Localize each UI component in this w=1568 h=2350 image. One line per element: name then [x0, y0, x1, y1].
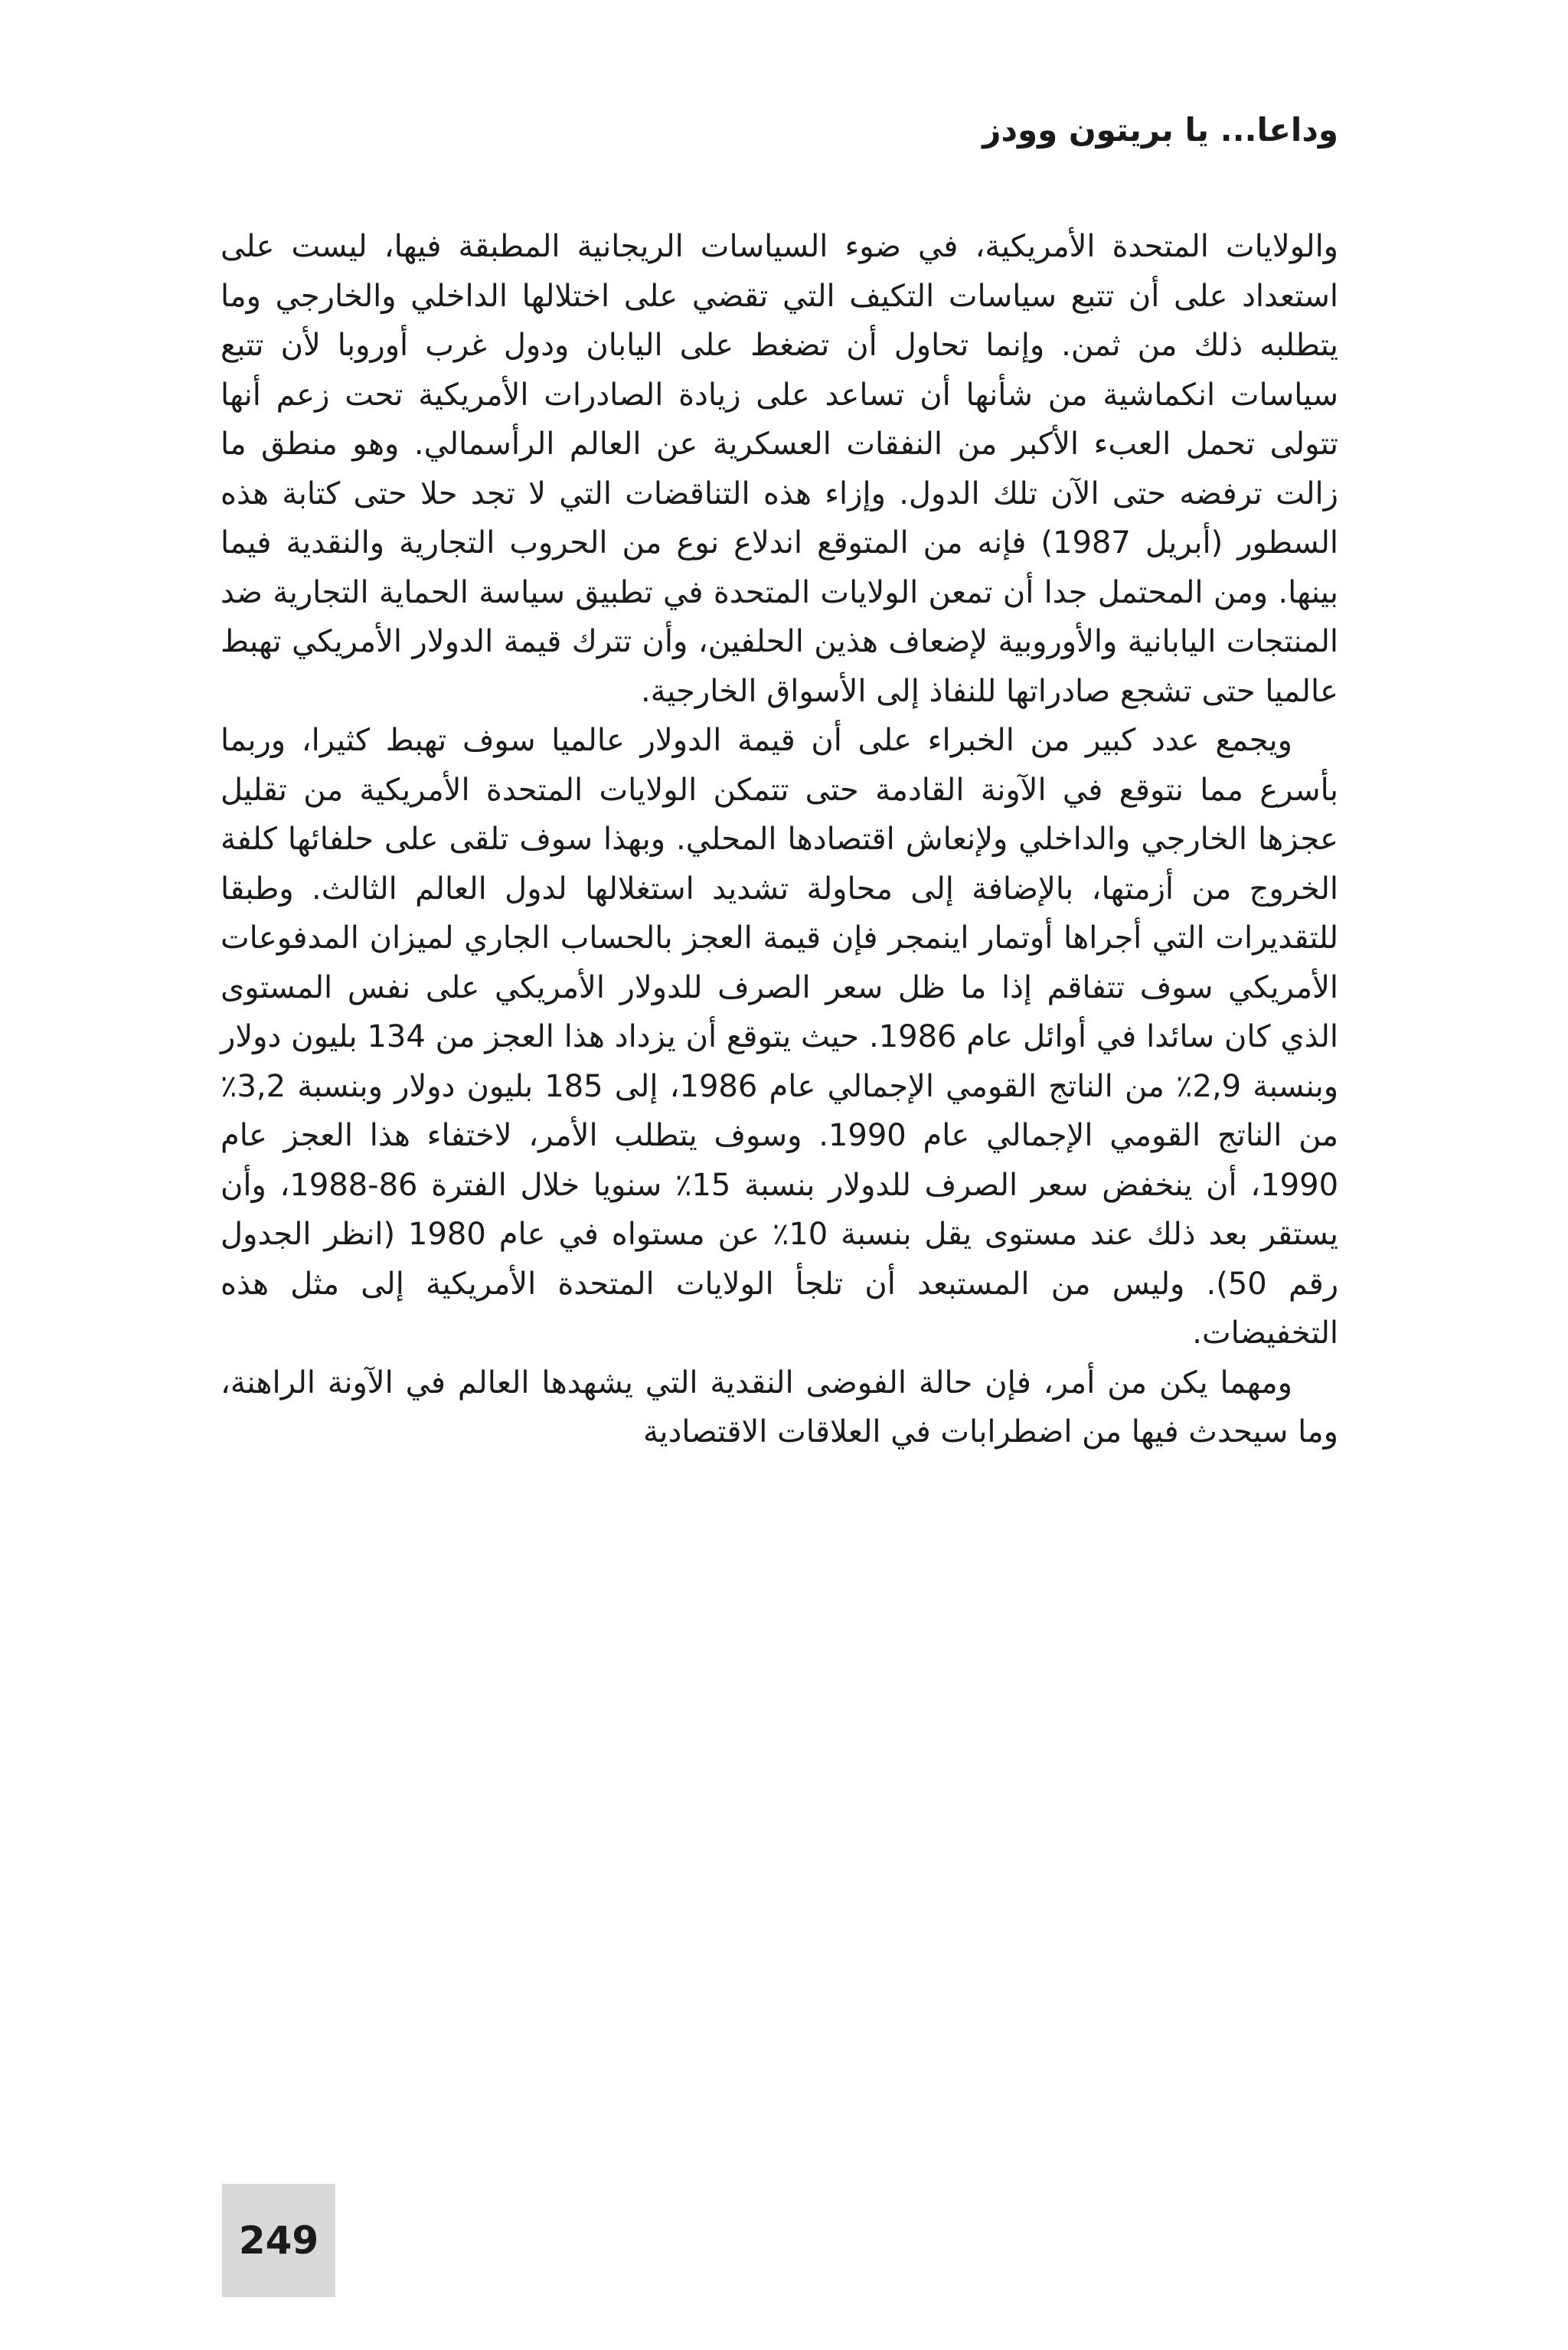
paragraph: ومهما يكن من أمر، فإن حالة الفوضى النقدية التي يشهدها العالم في الآونة الراهنة، وما سيحدث فيها من اضطرابات في العلاقات الاقتصادية [220, 1365, 1338, 1450]
page-number: 249 [238, 2218, 319, 2263]
paragraph: والولايات المتحدة الأمريكية، في ضوء السياسات الريجانية المطبقة فيها، ليست على استعداد على أن تتبع سياسات التكيف التي تقضي على اختلالها الداخلي والخارجي وما يتطلبه ذلك من ثمن. وإنما تحاول أن تضغط على اليابان ودول غرب أوروبا لأن تتبع سياسات انكماشية من شأنها أن تساعد على زيادة الصادرات الأمريكية تحت زعم أنها تتولى تحمل العبء الأكبر من النفقات العسكرية عن العالم الرأسمالي. وهو منطق ما زالت ترفضه حتى الآن تلك الدول. وإزاء هذه التناقضات التي لا تجد حلا حتى كتابة هذه السطور (أبريل 1987) فإنه من المتوقع اندلاع نوع من الحروب التجارية والنقدية فيما بينها. ومن المحتمل جدا أن تمعن الولايات المتحدة في تطبيق سياسة الحماية التجارية ضد المنتجات اليابانية والأوروبية لإضعاف هذين الحلفين، وأن تترك قيمة الدولار الأمريكي تهبط عالميا حتى تشجع صادراتها للنفاذ إلى الأسواق الخارجية. [220, 229, 1338, 709]
main-text [220, 222, 1338, 1457]
paragraph: ويجمع عدد كبير من الخبراء على أن قيمة الدولار عالميا سوف تهبط كثيرا، وربما بأسرع مما نتوقع في الآونة القادمة حتى تتمكن الولايات المتحدة الأمريكية من تقليل عجزها الخارجي والداخلي ولإنعاش اقتصادها المحلي. وبهذا سوف تلقى على حلفائها كلفة الخروج من أزمتها، بالإضافة إلى محاولة تشديد استغلالها لدول العالم الثالث. وطبقا للتقديرات التي أجراها أوتمار اينمجر فإن قيمة العجز بالحساب الجاري لميزان المدفوعات الأمريكي سوف تتفاقم إذا ما ظل سعر الصرف للدولار الأمريكي على نفس المستوى الذي كان سائدا في أوائل عام 1986. حيث يتوقع أن يزداد هذا العجز من 134 بليون دولار وبنسبة 2,9٪ من الناتج القومي الإجمالي عام 1986، إلى 185 بليون دولار وبنسبة 3,2٪ من الناتج القومي الإجمالي عام 1990. وسوف يتطلب الأمر، لاختفاء هذا العجز عام 1990، أن ينخفض سعر الصرف للدولار بنسبة 15٪ سنويا خلال الفترة 86-1988، وأن يستقر بعد ذلك عند مستوى يقل بنسبة 10٪ عن مستواه في عام 1980 (انظر الجدول رقم 50). وليس من المستبعد أن تلجأ الولايات المتحدة الأمريكية إلى مثل هذه التخفيضات. [220, 723, 1339, 1351]
page-number-box [222, 2184, 335, 2297]
running-header: وداعا... يا بريتون وودز [982, 111, 1338, 149]
